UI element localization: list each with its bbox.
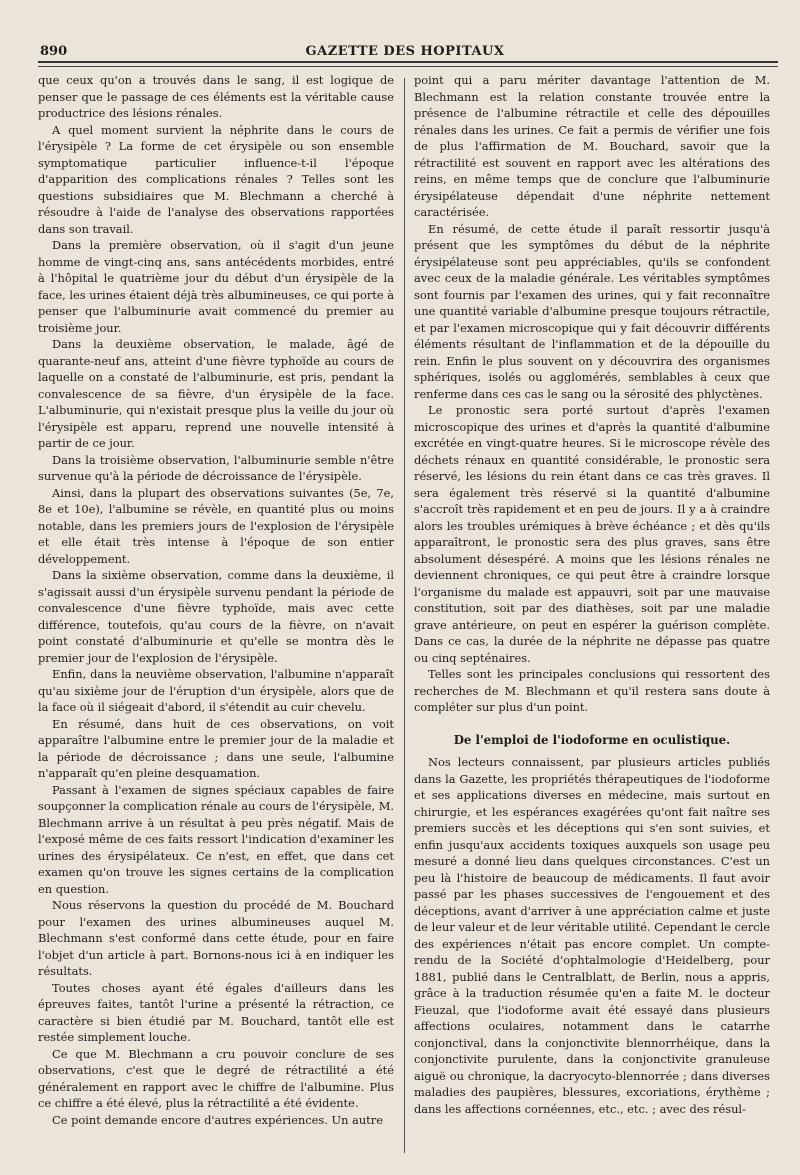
- paragraph: Ce point demande encore d'autres expériences. Un autre: [52, 1112, 383, 1127]
- paragraph: Nos lecteurs connaissent, par plusieurs articles publiés dans la Gazette, les propriétés thérapeutiques de l'iodoforme et ses applications diverses en médecine, mais surtout en chirurgie, et les espérances exagérées qu'ont fait naître ses premiers succès et les déceptions qui s'en sont suivies, et enfin jusqu'aux accidents toxiques auxquels son usage peu mesuré a donné lieu dans quelques circonstances. C'est un peu là l'histoire de beaucoup de médicaments. Il faut avoir passé par les phases successives de l'engouement et des déceptions, avant d'arriver à une appréciation calme et juste de leur valeur et de leur véritable utilité. Cependant le cercle des expériences n'était pas encore complet. Un compte-rendu de la Société d'ophtalmologie d'Heidelberg, pour 1881, publié dans le Centralblatt, de Berlin, nous a appris, grâce à la traduction résumée qu'en a faite M. le docteur Fieuzal, que l'iodoforme avait été essayé dans plusieurs affections oculaires, notamment dans le catarrhe conjonctival, dans la conjonctivite blennorrhéique, dans la conjonctivite purulente, dans la conjonctivite granuleuse aiguë ou chronique, la dacryocyto-blennorrée ; dans diverses maladies des paupières, blessures, excoriations, érythème ; dans les affections cornéennes, etc., etc. ; avec des résul-: [414, 755, 770, 1116]
- paragraph: Dans la deuxième observation, le malade, âgé de quarante-neuf ans, atteint d'une fièvre typhoïde au cours de laquelle on a constaté de l'albuminurie, est pris, pendant la convalescence de sa fièvre, d'un érysipèle de la face. L'albuminurie, qui n'existait presque plus la veille du jour où l'érysipèle est apparu, reprend une nouvelle intensité à partir de ce jour.: [38, 337, 394, 450]
- paragraph: Nous réservons la question du procédé de M. Bouchard pour l'examen des urines albumineuses auquel M. Blechmann s'est conformé dans cette étude, pour en faire l'objet d'un article à part. Bornons-nous ici à en indiquer les résultats.: [38, 898, 394, 978]
- section-title: De l'emploi de l'iodoforme en oculistique.: [453, 732, 731, 747]
- paragraph: Toutes choses ayant été égales d'ailleurs dans les épreuves faites, tantôt l'urine a présenté la rétraction, ce caractère si bien étudié par M. Bouchard, tantôt elle est restée simplement louche.: [38, 980, 394, 1044]
- paragraph: A quel moment survient la néphrite dans le cours de l'érysipèle ? La forme de cet érysipèle ou son ensemble symptomatique particulier influence-t-il l'époque d'apparition des complications rénales ? Telles sont les questions subsidiaires que M. Blechmann a cherché à résoudre à l'aide de l'analyse des observations rapportées dans son travail.: [38, 122, 394, 236]
- paragraph: Telles sont les principales conclusions qui ressortent des recherches de M. Blechmann et qu'il restera sans doute à compléter sur plus d'un point.: [414, 667, 770, 714]
- paragraph: Ainsi, dans la plupart des observations suivantes (5e, 7e, 8e et 10e), l'albumine se révèle, en quantité plus ou moins notable, dans les premiers jours de l'explosion de l'érysipèle et elle était très intense à l'époque de son entier développement.: [38, 485, 394, 566]
- paragraph: Dans la première observation, où il s'agit d'un jeune homme de vingt-cinq ans, sans antécédents morbides, entré à l'hôpital le quatrième jour du début d'un érysipèle de la face, les urines étaient déjà très albumineuses, ce qui porte à penser que l'albuminurie avait commencé du premier au troisième jour.: [38, 238, 394, 335]
- left-column: [38, 72, 394, 1128]
- right-column: [414, 72, 770, 1117]
- paragraph: Enfin, dans la neuvième observation, l'albumine n'apparaît qu'au sixième jour de l'éruption d'un érysipèle, alors que de la face où il siégeait d'abord, il s'étendit au cuir chevelu.: [38, 667, 394, 714]
- journal-title: GAZETTE DES HOPITAUX: [305, 44, 505, 59]
- paragraph: que ceux qu'on a trouvés dans le sang, il est logique de penser que le passage de ces éléments est la véritable cause productrice des lésions rénales.: [38, 73, 394, 120]
- paragraph: En résumé, de cette étude il paraît ressortir jusqu'à présent que les symptômes du début de la néphrite érysipélateuse sont peu appréciables, qu'ils se confondent avec ceux de la maladie générale. Les véritables symptômes sont fournis par l'examen des urines, qui y fait reconnaître une quantité variable d'albumine presque toujours rétractile, et par l'examen microscopique qui y fait découvrir différents éléments résultant de l'inflammation et de la dépouille du rein. Enfin le plus souvent on y découvrira des organismes sphériques, isolés ou agglomérés, semblables à ceux que renferme dans ces cas le sang ou la sérosité des phlyctènes.: [414, 221, 770, 401]
- paragraph: Dans la sixième observation, comme dans la deuxième, il s'agissait aussi d'un érysipèle survenu pendant la période de convalescence d'une fièvre typhoïde, mais avec cette différence, toutefois, qu'au cours de la fièvre, on n'avait point constaté d'albuminurie et qu'elle se montra dès le premier jour de l'explosion de l'érysipèle.: [38, 568, 394, 665]
- column-divider: [404, 78, 405, 1153]
- paragraph: point qui a paru mériter davantage l'attention de M. Blechmann est la relation constante trouvée entre la présence de l'albumine rétractile et celle des dépouilles rénales dans les urines. Ce fait a permis de vérifier une fois de plus l'affirmation de M. Bouchard, savoir que la rétractilité est souvent en rapport avec les altérations des reins, en même temps que de conclure que l'albuminurie érysipélateuse dépendait d'une néphrite nettement caractérisée.: [414, 73, 770, 219]
- paragraph: Dans la troisième observation, l'albuminurie semble n'être survenue qu'à la période de décroissance de l'érysipèle.: [38, 452, 394, 483]
- paragraph: Le pronostic sera porté surtout d'après l'examen microscopique des urines et d'après la quantité d'albumine excrétée en vingt-quatre heures. Si le microscope révèle des déchets rénaux en quantité considérable, le pronostic sera réservé, les lésions du rein étant dans ce cas très graves. Il sera également très réservé si la quantité d'albumine s'accroît très rapidement et en peu de jours. Il y a à craindre alors les troubles urémiques à brève échéance ; et dès qu'ils apparaîtront, le pronostic sera des plus graves, sans être absolument désespéré. A moins que les lésions rénales ne deviennent chroniques, ce qui peut être à craindre lorsque l'organisme du malade est appauvri, soit par une mauvaise constitution, soit par des diathèses, soit par une maladie grave antérieure, on peut en espérer la guérison complète. Dans ce cas, la durée de la néphrite ne dépasse pas quatre ou cinq septénaires.: [414, 403, 770, 665]
- paragraph: Ce que M. Blechmann a cru pouvoir conclure de ses observations, c'est que le degré de rétractilité a été généralement en rapport avec le chiffre de l'albumine. Plus ce chiffre a été élevé, plus la rétractilité a été évidente.: [38, 1046, 394, 1110]
- header-rule-thin: [38, 66, 778, 67]
- paragraph: En résumé, dans huit de ces observations, on voit apparaître l'albumine entre le premier jour de la maladie et la période de décroissance ; dans une seule, l'albumine n'apparaît qu'en pleine desquamation.: [38, 716, 394, 780]
- paragraph: Passant à l'examen de signes spéciaux capables de faire soupçonner la complication rénale au cours de l'érysipèle, M. Blechmann arrive à un résultat à peu près négatif. Mais de l'exposé même de ces faits ressort l'indication d'examiner les urines des érysipélateux. Ce n'est, en effet, que dans cet examen qu'on trouve les signes certains de la complication en question.: [38, 782, 394, 896]
- header-rule-thick: [38, 61, 778, 63]
- page-header: [40, 44, 770, 60]
- page-number: 890: [40, 44, 68, 59]
